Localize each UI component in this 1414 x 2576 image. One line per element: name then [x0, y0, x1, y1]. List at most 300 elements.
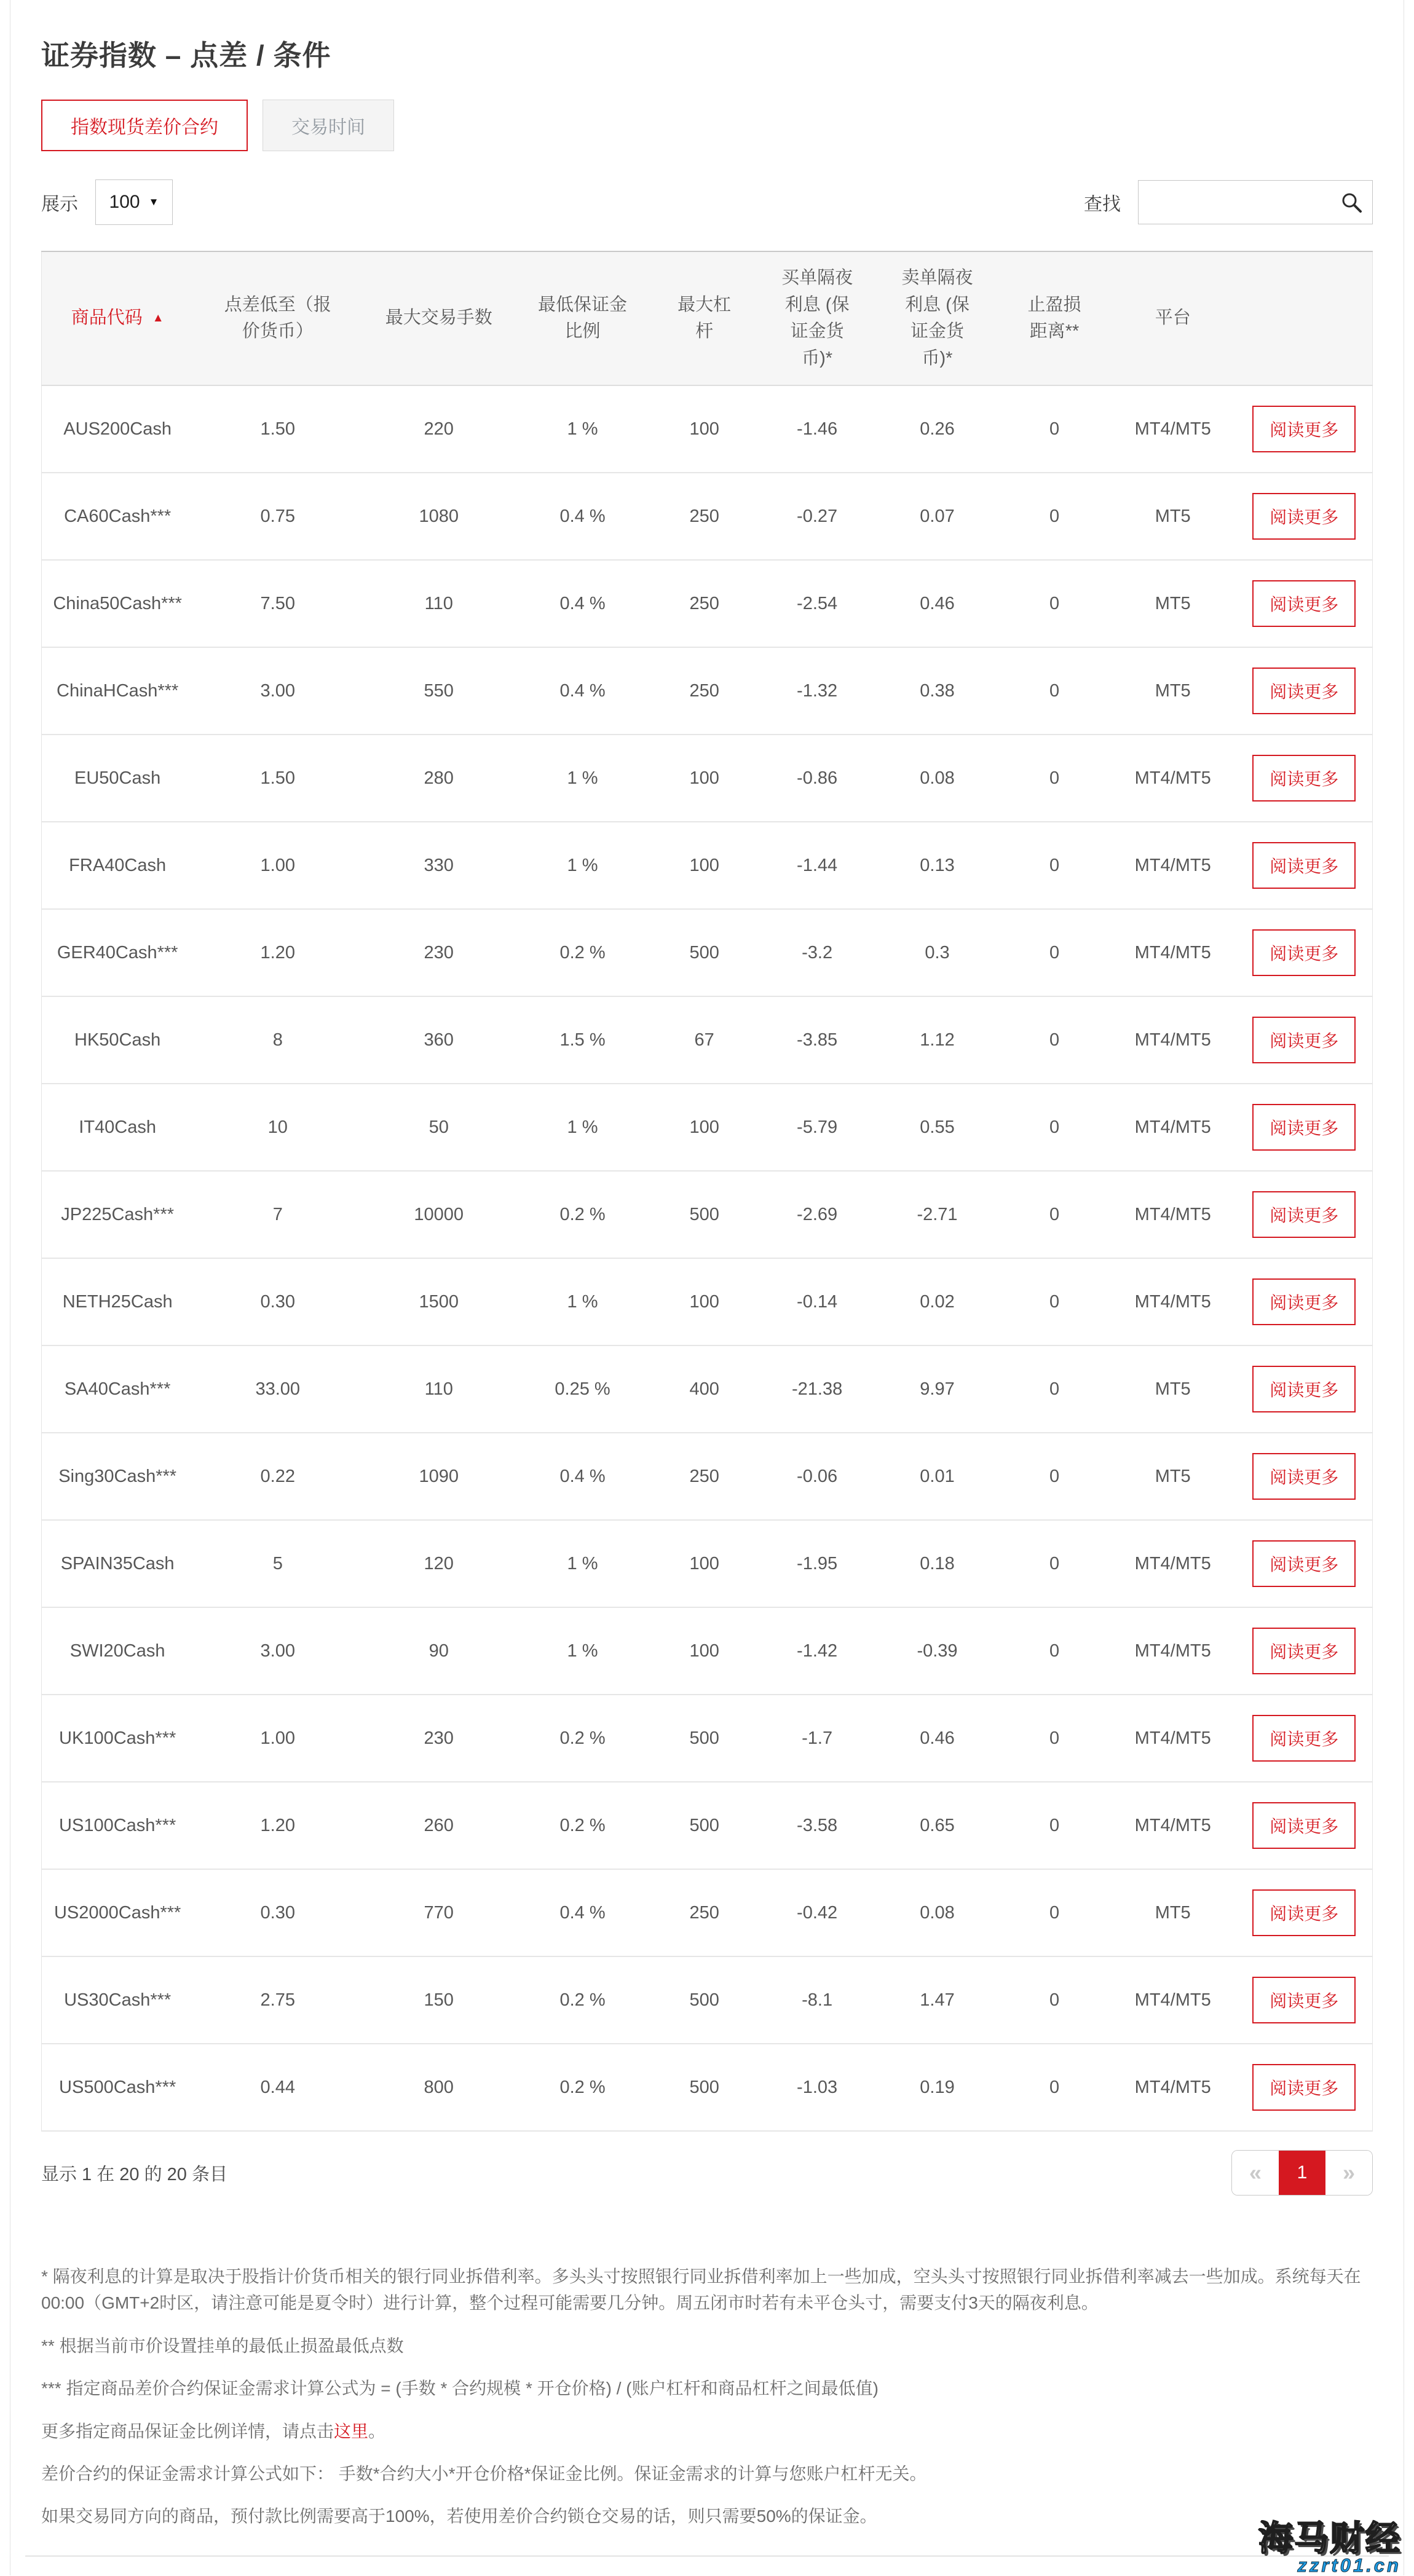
action-cell — [1236, 2044, 1373, 2131]
action-cell — [1236, 1084, 1373, 1171]
action-cell — [1236, 996, 1373, 1084]
symbol-cell: IT40Cash — [42, 1084, 194, 1171]
value-cell: 0.30 — [193, 1258, 362, 1345]
value-cell: MT4/MT5 — [1110, 1782, 1236, 1869]
footnote: 如果交易同方向的商品，预付款比例需要高于100%，若使用差价合约锁仓交易的话，则只需要50%的保证金。 — [41, 2507, 877, 2526]
value-cell: 100 — [650, 1520, 759, 1607]
sort-ascending-icon: ▲ — [152, 312, 164, 325]
value-cell: 0.02 — [875, 1258, 999, 1345]
action-cell — [1236, 1171, 1373, 1258]
table-body — [42, 385, 1373, 2131]
value-cell: 0.46 — [875, 560, 999, 647]
read-more-button[interactable]: 阅读更多 — [1252, 1889, 1356, 1936]
value-cell: 100 — [650, 1084, 759, 1171]
value-cell: 0 — [999, 909, 1110, 996]
value-cell: 110 — [362, 560, 515, 647]
value-cell: 0.3 — [875, 909, 999, 996]
pagination-page-1[interactable]: 1 — [1279, 2151, 1325, 2195]
value-cell: 1 % — [515, 822, 650, 909]
column-label: 卖单隔夜利息 (保证金货币)* — [901, 268, 973, 368]
value-cell: 0.2 % — [515, 1956, 650, 2044]
table-controls — [41, 179, 1373, 225]
read-more-button[interactable]: 阅读更多 — [1252, 842, 1356, 889]
table-row — [42, 1171, 1373, 1258]
value-cell: 0.08 — [875, 735, 999, 822]
value-cell: 1.20 — [193, 909, 362, 996]
value-cell: 500 — [650, 1171, 759, 1258]
symbol-cell: ChinaHCash*** — [42, 647, 194, 735]
value-cell: MT4/MT5 — [1110, 822, 1236, 909]
table-row — [42, 1345, 1373, 1433]
value-cell: 1.00 — [193, 1695, 362, 1782]
table-row — [42, 909, 1373, 996]
value-cell: 250 — [650, 1869, 759, 1956]
value-cell: -0.42 — [759, 1869, 875, 1956]
action-cell — [1236, 1956, 1373, 2044]
symbol-cell: US500Cash*** — [42, 2044, 194, 2131]
value-cell: 10 — [193, 1084, 362, 1171]
value-cell: -3.2 — [759, 909, 875, 996]
table-row — [42, 560, 1373, 647]
pagination — [1231, 2150, 1373, 2196]
value-cell: 1500 — [362, 1258, 515, 1345]
margin-details-link[interactable]: 这里 — [334, 2421, 369, 2441]
table-row — [42, 1258, 1373, 1345]
read-more-button[interactable]: 阅读更多 — [1252, 580, 1356, 627]
search-box — [1138, 180, 1373, 224]
value-cell: -3.85 — [759, 996, 875, 1084]
read-more-button[interactable]: 阅读更多 — [1252, 929, 1356, 976]
value-cell: 0.30 — [193, 1869, 362, 1956]
search-icon — [1340, 191, 1362, 213]
column-header-1[interactable] — [193, 251, 362, 385]
search-input[interactable] — [1139, 181, 1372, 224]
action-cell — [1236, 909, 1373, 996]
value-cell: 0.2 % — [515, 1171, 650, 1258]
read-more-button[interactable]: 阅读更多 — [1252, 1278, 1356, 1325]
value-cell: 0.19 — [875, 2044, 999, 2131]
value-cell: 0.01 — [875, 1433, 999, 1520]
value-cell: MT5 — [1110, 473, 1236, 560]
page-size-value: 100 — [109, 192, 140, 212]
symbol-cell: SPAIN35Cash — [42, 1520, 194, 1607]
value-cell: 800 — [362, 2044, 515, 2131]
value-cell: 330 — [362, 822, 515, 909]
pagination-row — [41, 2150, 1373, 2196]
value-cell: MT4/MT5 — [1110, 385, 1236, 473]
symbol-cell: US100Cash*** — [42, 1782, 194, 1869]
value-cell: 0.44 — [193, 2044, 362, 2131]
value-cell: 0.2 % — [515, 1782, 650, 1869]
symbol-cell: SWI20Cash — [42, 1607, 194, 1695]
table-row — [42, 1782, 1373, 1869]
value-cell: 2.75 — [193, 1956, 362, 2044]
action-cell — [1236, 1869, 1373, 1956]
value-cell: 67 — [650, 996, 759, 1084]
value-cell: 500 — [650, 1782, 759, 1869]
value-cell: 5 — [193, 1520, 362, 1607]
value-cell: 0 — [999, 1084, 1110, 1171]
value-cell: -8.1 — [759, 1956, 875, 2044]
footnote: *** 指定商品差价合约保证金需求计算公式为 = (手数 * 合约规模 * 开仓价格) / (账户杠杆和商品杠杆之间最低值) — [41, 2379, 879, 2398]
value-cell: MT4/MT5 — [1110, 1084, 1236, 1171]
value-cell: MT4/MT5 — [1110, 2044, 1236, 2131]
value-cell: 0.4 % — [515, 560, 650, 647]
value-cell: MT4/MT5 — [1110, 996, 1236, 1084]
value-cell: 1.00 — [193, 822, 362, 909]
chevrons-left-icon: « — [1249, 2160, 1262, 2185]
value-cell: 0 — [999, 473, 1110, 560]
tab-trading-hours[interactable] — [263, 100, 394, 151]
table-row — [42, 735, 1373, 822]
value-cell: 0 — [999, 1433, 1110, 1520]
value-cell: 0.26 — [875, 385, 999, 473]
value-cell: 0.2 % — [515, 2044, 650, 2131]
value-cell: 0 — [999, 1171, 1110, 1258]
action-cell — [1236, 1520, 1373, 1607]
value-cell: 150 — [362, 1956, 515, 2044]
column-header-2[interactable] — [362, 251, 515, 385]
value-cell: 120 — [362, 1520, 515, 1607]
value-cell: 0.4 % — [515, 473, 650, 560]
action-cell — [1236, 1607, 1373, 1695]
value-cell: 0.07 — [875, 473, 999, 560]
value-cell: 0.13 — [875, 822, 999, 909]
symbol-cell: HK50Cash — [42, 996, 194, 1084]
column-label: 最低保证金比例 — [538, 294, 628, 341]
value-cell: 9.97 — [875, 1345, 999, 1433]
value-cell: 0.22 — [193, 1433, 362, 1520]
value-cell: 500 — [650, 2044, 759, 2131]
table-row — [42, 473, 1373, 560]
symbol-cell: JP225Cash*** — [42, 1171, 194, 1258]
value-cell: 3.00 — [193, 1607, 362, 1695]
value-cell: -3.58 — [759, 1782, 875, 1869]
value-cell: MT4/MT5 — [1110, 1607, 1236, 1695]
value-cell: 250 — [650, 1433, 759, 1520]
search-label: 查找 — [1084, 194, 1121, 215]
action-cell — [1236, 560, 1373, 647]
value-cell: 1.47 — [875, 1956, 999, 2044]
value-cell: 100 — [650, 385, 759, 473]
read-more-button[interactable]: 阅读更多 — [1252, 1104, 1356, 1151]
value-cell: MT4/MT5 — [1110, 1520, 1236, 1607]
value-cell: 1 % — [515, 735, 650, 822]
value-cell: -2.69 — [759, 1171, 875, 1258]
footnote: 更多指定商品保证金比例详情，请点击这里。 — [41, 2421, 386, 2441]
value-cell: -5.79 — [759, 1084, 875, 1171]
footnote: * 隔夜利息的计算是取决于股指计价货币相关的银行同业拆借利率。多头头寸按照银行同业拆借利率加上一些加成，空头头寸按照银行同业拆借利率减去一些加成。系统每天在 00:00（GMT+2时区，请注意可能是夏令时）进行计算，整个过程可能需要几分钟。周五闭市时若有未平仓头寸，需要支付3天的隔夜利息。 — [41, 2267, 1361, 2313]
column-label: 买单隔夜利息 (保证金货币)* — [781, 268, 853, 368]
value-cell: 0.4 % — [515, 1433, 650, 1520]
action-cell — [1236, 822, 1373, 909]
tab-label: 指数现货差价合约 — [71, 117, 218, 138]
pagination-prev-button[interactable] — [1232, 2151, 1279, 2195]
value-cell: 550 — [362, 647, 515, 735]
value-cell: 1 % — [515, 1258, 650, 1345]
value-cell: MT4/MT5 — [1110, 1171, 1236, 1258]
page-size-select[interactable] — [95, 179, 173, 225]
footnotes — [41, 2263, 1373, 2530]
value-cell: 1.50 — [193, 385, 362, 473]
value-cell: -1.32 — [759, 647, 875, 735]
value-cell: MT5 — [1110, 647, 1236, 735]
symbol-cell: AUS200Cash — [42, 385, 194, 473]
column-label: 止盈损距离** — [1027, 294, 1081, 341]
column-header-5[interactable] — [759, 251, 875, 385]
value-cell: 1 % — [515, 1084, 650, 1171]
value-cell: 8 — [193, 996, 362, 1084]
value-cell: 50 — [362, 1084, 515, 1171]
column-header-8[interactable] — [1110, 251, 1236, 385]
value-cell: 500 — [650, 1695, 759, 1782]
value-cell: 280 — [362, 735, 515, 822]
symbol-cell: SA40Cash*** — [42, 1345, 194, 1433]
watermark-brand: 海马财经 — [1258, 2519, 1401, 2558]
value-cell: -1.46 — [759, 385, 875, 473]
action-cell — [1236, 1258, 1373, 1345]
value-cell: MT5 — [1110, 1869, 1236, 1956]
value-cell: 110 — [362, 1345, 515, 1433]
value-cell: 500 — [650, 1956, 759, 2044]
value-cell: 260 — [362, 1782, 515, 1869]
value-cell: 1.12 — [875, 996, 999, 1084]
value-cell: 0 — [999, 1520, 1110, 1607]
symbol-cell: GER40Cash*** — [42, 909, 194, 996]
table-row — [42, 822, 1373, 909]
value-cell: 250 — [650, 560, 759, 647]
chevron-down-icon: ▼ — [148, 196, 159, 208]
column-header-6[interactable] — [875, 251, 999, 385]
read-more-button[interactable]: 阅读更多 — [1252, 1366, 1356, 1412]
value-cell: 0.2 % — [515, 1695, 650, 1782]
value-cell: MT4/MT5 — [1110, 909, 1236, 996]
value-cell: 1 % — [515, 385, 650, 473]
value-cell: -1.95 — [759, 1520, 875, 1607]
column-header-9 — [1236, 251, 1373, 385]
action-cell — [1236, 1782, 1373, 1869]
show-label: 展示 — [41, 194, 78, 215]
value-cell: 0 — [999, 1695, 1110, 1782]
read-more-button[interactable]: 阅读更多 — [1252, 1540, 1356, 1587]
value-cell: 1.5 % — [515, 996, 650, 1084]
read-more-button[interactable]: 阅读更多 — [1252, 2064, 1356, 2111]
value-cell: 0.75 — [193, 473, 362, 560]
value-cell: 230 — [362, 1695, 515, 1782]
value-cell: -2.54 — [759, 560, 875, 647]
symbol-cell: US2000Cash*** — [42, 1869, 194, 1956]
action-cell — [1236, 735, 1373, 822]
tab-bar — [41, 100, 1373, 151]
value-cell: 0.4 % — [515, 647, 650, 735]
value-cell: 1 % — [515, 1607, 650, 1695]
value-cell: 0.38 — [875, 647, 999, 735]
value-cell: 0 — [999, 385, 1110, 473]
action-cell — [1236, 1433, 1373, 1520]
page-container — [10, 0, 1404, 2575]
column-header-4[interactable] — [650, 251, 759, 385]
value-cell: 0.55 — [875, 1084, 999, 1171]
value-cell: 100 — [650, 1258, 759, 1345]
instruments-table — [41, 251, 1373, 2132]
tab-index-cash-cfd[interactable] — [41, 100, 248, 151]
column-header-0[interactable] — [42, 251, 194, 385]
watermark-domain: zzrt01.cn — [1297, 2554, 1401, 2576]
value-cell: -2.71 — [875, 1171, 999, 1258]
read-more-button[interactable]: 阅读更多 — [1252, 1453, 1356, 1500]
read-more-button[interactable]: 阅读更多 — [1252, 1802, 1356, 1849]
column-label: 点差低至（报价货币） — [224, 294, 331, 341]
value-cell: 1.50 — [193, 735, 362, 822]
read-more-button[interactable]: 阅读更多 — [1252, 755, 1356, 802]
footnote: 差价合约的保证金需求计算公式如下： 手数*合约大小*开仓价格*保证金比例。保证金需求的计算与您账户杠杆无关。 — [41, 2464, 927, 2483]
symbol-cell: UK100Cash*** — [42, 1695, 194, 1782]
tab-label: 交易时间 — [291, 117, 365, 138]
read-more-button[interactable]: 阅读更多 — [1252, 406, 1356, 452]
value-cell: 1080 — [362, 473, 515, 560]
value-cell: 220 — [362, 385, 515, 473]
read-more-button[interactable]: 阅读更多 — [1252, 1191, 1356, 1238]
value-cell: -0.39 — [875, 1607, 999, 1695]
value-cell: -0.14 — [759, 1258, 875, 1345]
value-cell: -1.7 — [759, 1695, 875, 1782]
entries-summary: 显示 1 在 20 的 20 条目 — [41, 2164, 227, 2184]
table-row — [42, 647, 1373, 735]
read-more-button[interactable]: 阅读更多 — [1252, 1977, 1356, 2023]
value-cell: 0 — [999, 2044, 1110, 2131]
read-more-button[interactable]: 阅读更多 — [1252, 1017, 1356, 1063]
column-label: 最大交易手数 — [385, 308, 492, 328]
value-cell: -0.06 — [759, 1433, 875, 1520]
value-cell: 250 — [650, 647, 759, 735]
value-cell: -1.42 — [759, 1607, 875, 1695]
value-cell: 500 — [650, 909, 759, 996]
value-cell: 1 % — [515, 1520, 650, 1607]
page-title: 证券指数 – 点差 / 条件 — [41, 39, 331, 71]
value-cell: 0 — [999, 1869, 1110, 1956]
value-cell: 100 — [650, 735, 759, 822]
value-cell: MT5 — [1110, 560, 1236, 647]
value-cell: 400 — [650, 1345, 759, 1433]
column-header-3[interactable] — [515, 251, 650, 385]
footnote: ** 根据当前市价设置挂单的最低止损盈最低点数 — [41, 2336, 404, 2355]
value-cell: 7 — [193, 1171, 362, 1258]
table-row — [42, 1956, 1373, 2044]
value-cell: 0 — [999, 1782, 1110, 1869]
value-cell: 0.4 % — [515, 1869, 650, 1956]
table-header-row — [42, 251, 1373, 385]
read-more-button[interactable]: 阅读更多 — [1252, 668, 1356, 714]
value-cell: MT5 — [1110, 1345, 1236, 1433]
value-cell: 0 — [999, 996, 1110, 1084]
value-cell: 100 — [650, 1607, 759, 1695]
value-cell: 0.08 — [875, 1869, 999, 1956]
value-cell: 230 — [362, 909, 515, 996]
page-size-control — [41, 179, 173, 225]
value-cell: 1.20 — [193, 1782, 362, 1869]
symbol-cell: Sing30Cash*** — [42, 1433, 194, 1520]
action-cell — [1236, 385, 1373, 473]
value-cell: 100 — [650, 822, 759, 909]
table-row — [42, 1869, 1373, 1956]
value-cell: 1090 — [362, 1433, 515, 1520]
value-cell: 0 — [999, 1345, 1110, 1433]
symbol-cell: EU50Cash — [42, 735, 194, 822]
value-cell: 90 — [362, 1607, 515, 1695]
value-cell: 7.50 — [193, 560, 362, 647]
value-cell: 0 — [999, 647, 1110, 735]
value-cell: 0.2 % — [515, 909, 650, 996]
value-cell: 10000 — [362, 1171, 515, 1258]
column-header-7[interactable] — [999, 251, 1110, 385]
site-watermark — [1258, 2521, 1401, 2575]
table-row — [42, 2044, 1373, 2131]
table-row — [42, 1520, 1373, 1607]
column-label: 商品代码 — [71, 308, 143, 328]
column-label: 最大杠杆 — [677, 294, 732, 341]
value-cell: MT4/MT5 — [1110, 1956, 1236, 2044]
value-cell: MT4/MT5 — [1110, 1695, 1236, 1782]
read-more-button[interactable]: 阅读更多 — [1252, 493, 1356, 540]
column-label: 平台 — [1155, 308, 1191, 328]
chevrons-right-icon: » — [1342, 2160, 1356, 2185]
value-cell: 250 — [650, 473, 759, 560]
symbol-cell: US30Cash*** — [42, 1956, 194, 2044]
value-cell: 0.18 — [875, 1520, 999, 1607]
value-cell: -0.86 — [759, 735, 875, 822]
value-cell: MT4/MT5 — [1110, 735, 1236, 822]
value-cell: -0.27 — [759, 473, 875, 560]
value-cell: 0.46 — [875, 1695, 999, 1782]
value-cell: 3.00 — [193, 647, 362, 735]
action-cell — [1236, 1345, 1373, 1433]
read-more-button[interactable]: 阅读更多 — [1252, 1715, 1356, 1762]
table-row — [42, 1084, 1373, 1171]
value-cell: -1.03 — [759, 2044, 875, 2131]
value-cell: 0 — [999, 1258, 1110, 1345]
action-cell — [1236, 473, 1373, 560]
table-row — [42, 385, 1373, 473]
table-row — [42, 1695, 1373, 1782]
value-cell: 0 — [999, 822, 1110, 909]
value-cell: 0 — [999, 1956, 1110, 2044]
value-cell: 360 — [362, 996, 515, 1084]
value-cell: 33.00 — [193, 1345, 362, 1433]
symbol-cell: China50Cash*** — [42, 560, 194, 647]
value-cell: 0 — [999, 735, 1110, 822]
table-row — [42, 1433, 1373, 1520]
action-cell — [1236, 1695, 1373, 1782]
value-cell: 0 — [999, 560, 1110, 647]
value-cell: -1.44 — [759, 822, 875, 909]
search-control — [1084, 180, 1373, 224]
value-cell: 0.65 — [875, 1782, 999, 1869]
value-cell: MT5 — [1110, 1433, 1236, 1520]
action-cell — [1236, 647, 1373, 735]
table-row — [42, 1607, 1373, 1695]
value-cell: 770 — [362, 1869, 515, 1956]
symbol-cell: NETH25Cash — [42, 1258, 194, 1345]
symbol-cell: CA60Cash*** — [42, 473, 194, 560]
read-more-button[interactable]: 阅读更多 — [1252, 1628, 1356, 1674]
value-cell: 0.25 % — [515, 1345, 650, 1433]
pagination-next-button[interactable] — [1325, 2151, 1372, 2195]
symbol-cell: FRA40Cash — [42, 822, 194, 909]
value-cell: -21.38 — [759, 1345, 875, 1433]
value-cell: MT4/MT5 — [1110, 1258, 1236, 1345]
table-row — [42, 996, 1373, 1084]
value-cell: 0 — [999, 1607, 1110, 1695]
